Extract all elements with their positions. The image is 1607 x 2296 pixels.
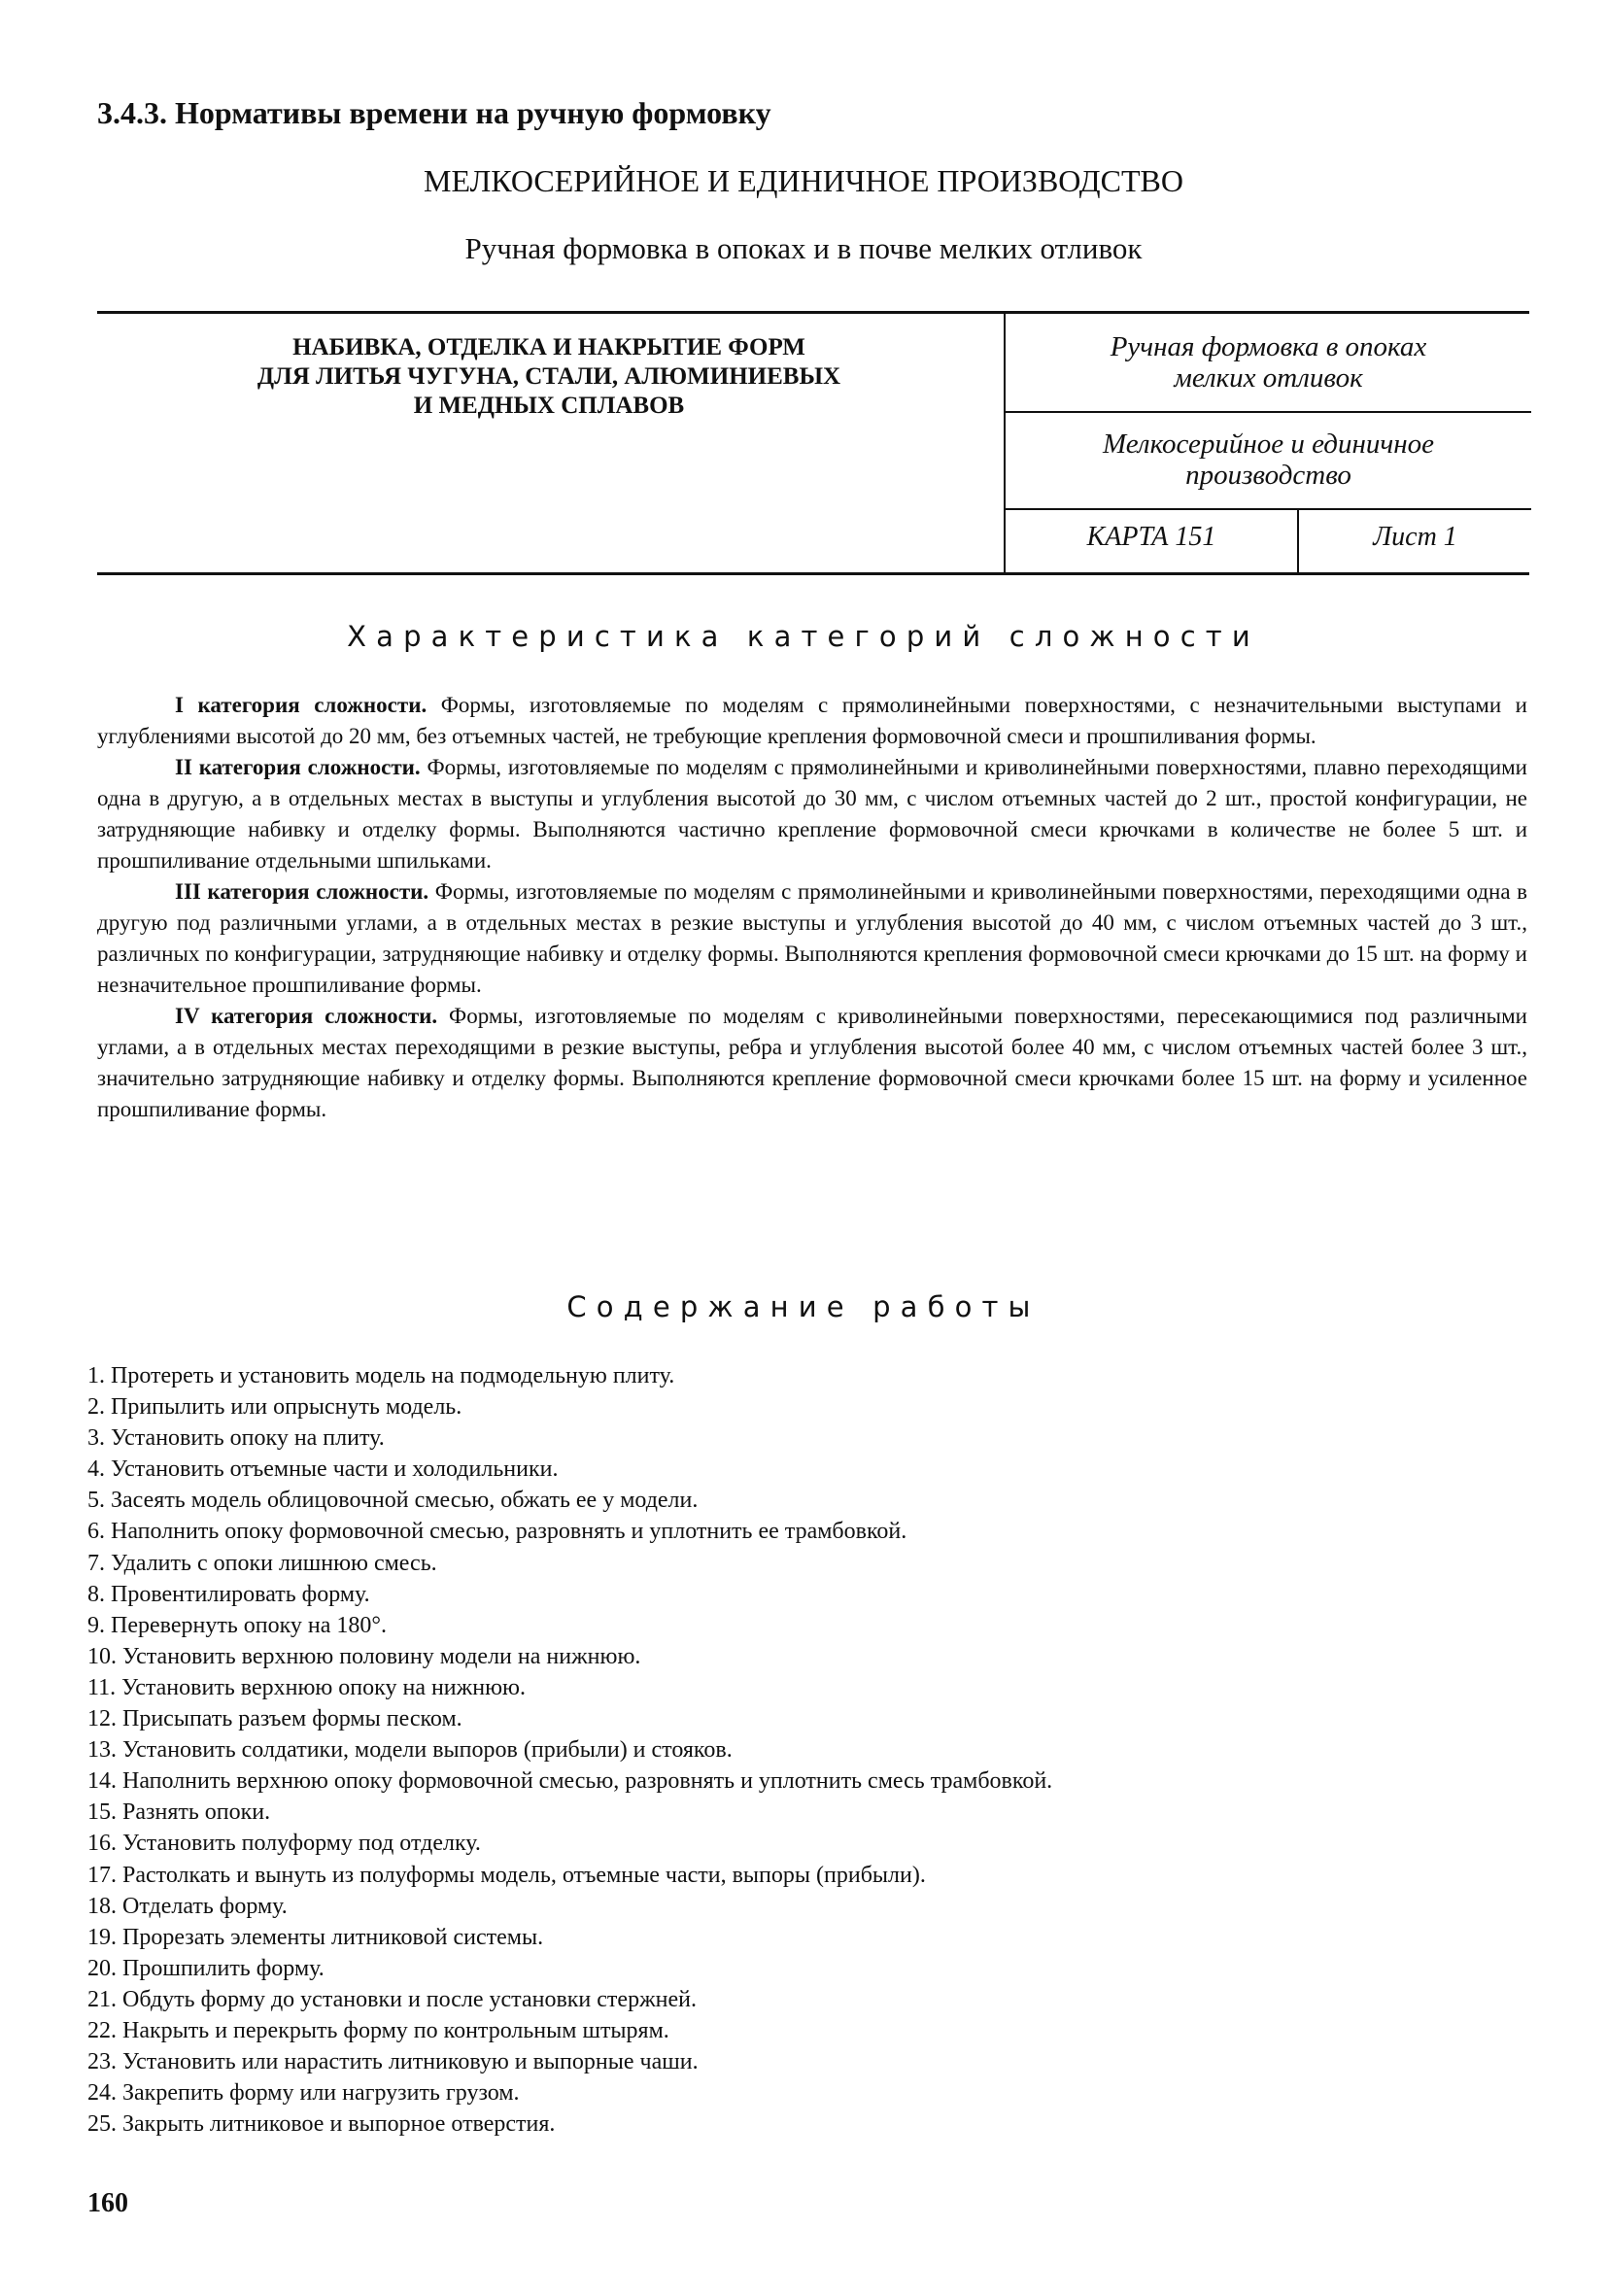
list-item: 5. Засеять модель облицовочной смесью, обжать ее у модели. [87,1488,699,1514]
category-paragraph [97,752,1527,876]
list-item: 19. Прорезать элементы литниковой системы. [87,1924,544,1950]
category-label: III категория сложности. [175,879,429,904]
list-item: 10. Установить верхнюю половину модели на нижнюю. [87,1643,641,1669]
list-item: 18. Отделать форму. [87,1893,288,1919]
category-label: II категория сложности. [175,755,421,779]
list-item: 11. Установить верхнюю опоку на нижнюю. [87,1674,526,1700]
divider [1006,508,1531,510]
work-steps-list [87,1360,1525,2140]
production-heading: МЕЛКОСЕРИЙНОЕ И ЕДИНИЧНОЕ ПРОИЗВОДСТВО [424,163,1183,198]
sub-heading: Ручная формовка в опоках и в почве мелких отливок [464,231,1143,265]
operation-title: НАБИВКА, ОТДЕЛКА И НАКРЫТИЕ ФОРМ ДЛЯ ЛИТЬЯ ЧУГУНА, СТАЛИ, АЛЮМИНИЕВЫХ И МЕДНЫХ СПЛАВОВ [256,334,841,419]
category-text: Формы, изготовляемые по моделям с криволинейными поверхностями, пересекающимися под различными углами, а в отдельных местах переходящими в резкие выступы, ребра и углубления высотой более 40 мм, с числом отъемных частей более 3 шт., значительно затрудняющие набивку и отделку формы. Выполняются крепление формовочной смеси крючками более 15 шт. на форму и усиленное прошпиливание формы. [97,1004,1527,1121]
list-item: 8. Провентилировать форму. [87,1581,370,1607]
card-number: КАРТА 151 [1086,522,1216,552]
category-paragraph [97,690,1527,752]
category-paragraph [97,876,1527,1001]
categories-block [97,690,1527,1125]
list-item: 24. Закрепить форму или нагрузить грузом. [87,2080,520,2107]
category-label: IV категория сложности. [175,1004,438,1028]
divider [1006,411,1531,413]
list-item: 17. Растолкать и вынуть из полуформы модель, отъемные части, выпоры (прибыли). [87,1862,926,1888]
list-item: 15. Разнять опоки. [87,1799,271,1826]
sheet-number: Лист 1 [1373,522,1457,552]
list-item: 3. Установить опоку на плиту. [87,1425,385,1452]
formovka-type-cell: Ручная формовка в опоках мелких отливок [1110,331,1427,394]
production-type-cell: Мелкосерийное и единичное производство [1103,428,1434,491]
card-info-panel [1004,314,1531,572]
page-number: 160 [87,2188,128,2218]
list-item: 4. Установить отъемные части и холодильники. [87,1456,559,1483]
list-item: 16. Установить полуформу под отделку. [87,1831,481,1857]
list-item: 12. Присыпать разъем формы песком. [87,1706,462,1732]
section-heading: 3.4.3. Нормативы времени на ручную формовку [97,95,771,130]
list-item: 25. Закрыть литниковое и выпорное отверстия. [87,2111,556,2138]
category-text: Формы, изготовляемые по моделям с прямолинейными и криволинейными поверхностями, переходящими одна в другую под различными углами, а в отдельных местах в резкие выступы и углубления высотой до 40 мм, с числом отъемных частей до 3 шт., различных по конфигурации, затрудняющие набивку и отделку формы. Выполняются крепления формовочной смеси крючками до 15 шт. на форму и незначительное прошпиливание формы. [97,879,1527,997]
list-item: 2. Припылить или опрыснуть модель. [87,1394,462,1421]
category-paragraph [97,1001,1527,1125]
list-item: 13. Установить солдатики, модели выпоров (прибыли) и стояков. [87,1737,733,1764]
list-item: 14. Наполнить верхнюю опоку формовочной смесью, разровнять и уплотнить смесь трамбовкой. [87,1768,1053,1795]
work-content-title: Содержание работы [566,1290,1041,1323]
list-item: 22. Накрыть и перекрыть форму по контрольным штырям. [87,2017,669,2043]
list-item: 21. Обдуть форму до установки и после установки стержней. [87,1986,697,2012]
category-text: Формы, изготовляемые по моделям с прямолинейными и криволинейными поверхностями, плавно переходящими одна в другую, а в отдельных местах в выступы и углубления высотой до 30 мм, с числом отъемных частей до 2 шт., простой конфигурации, не затрудняющие набивку и отделку формы. Выполняются частично крепление формовочной смеси крючками в количестве не более 5 шт. и прошпиливание отдельными шпильками. [97,755,1527,873]
list-item: 1. Протереть и установить модель на подмодельную плиту. [87,1363,675,1388]
list-item: 7. Удалить с опоки лишнюю смесь. [87,1550,437,1576]
category-label: I категория сложности. [175,693,427,717]
characteristics-title: Характеристика категорий сложности [347,620,1260,653]
list-item: 6. Наполнить опоку формовочной смесью, разровнять и уплотнить ее трамбовкой. [87,1519,907,1545]
list-item: 23. Установить или нарастить литниковую и выпорные чаши. [87,2049,699,2075]
card-header-box [97,311,1529,575]
category-text: Формы, изготовляемые по моделям с прямолинейными поверхностями, с незначительными выступами и углублениями высотой до 20 мм, без отъемных частей, не требующие крепления формовочной смеси и прошпиливания формы. [97,693,1527,748]
list-item: 20. Прошпилить форму. [87,1955,325,1981]
list-item: 9. Перевернуть опоку на 180°. [87,1612,388,1638]
